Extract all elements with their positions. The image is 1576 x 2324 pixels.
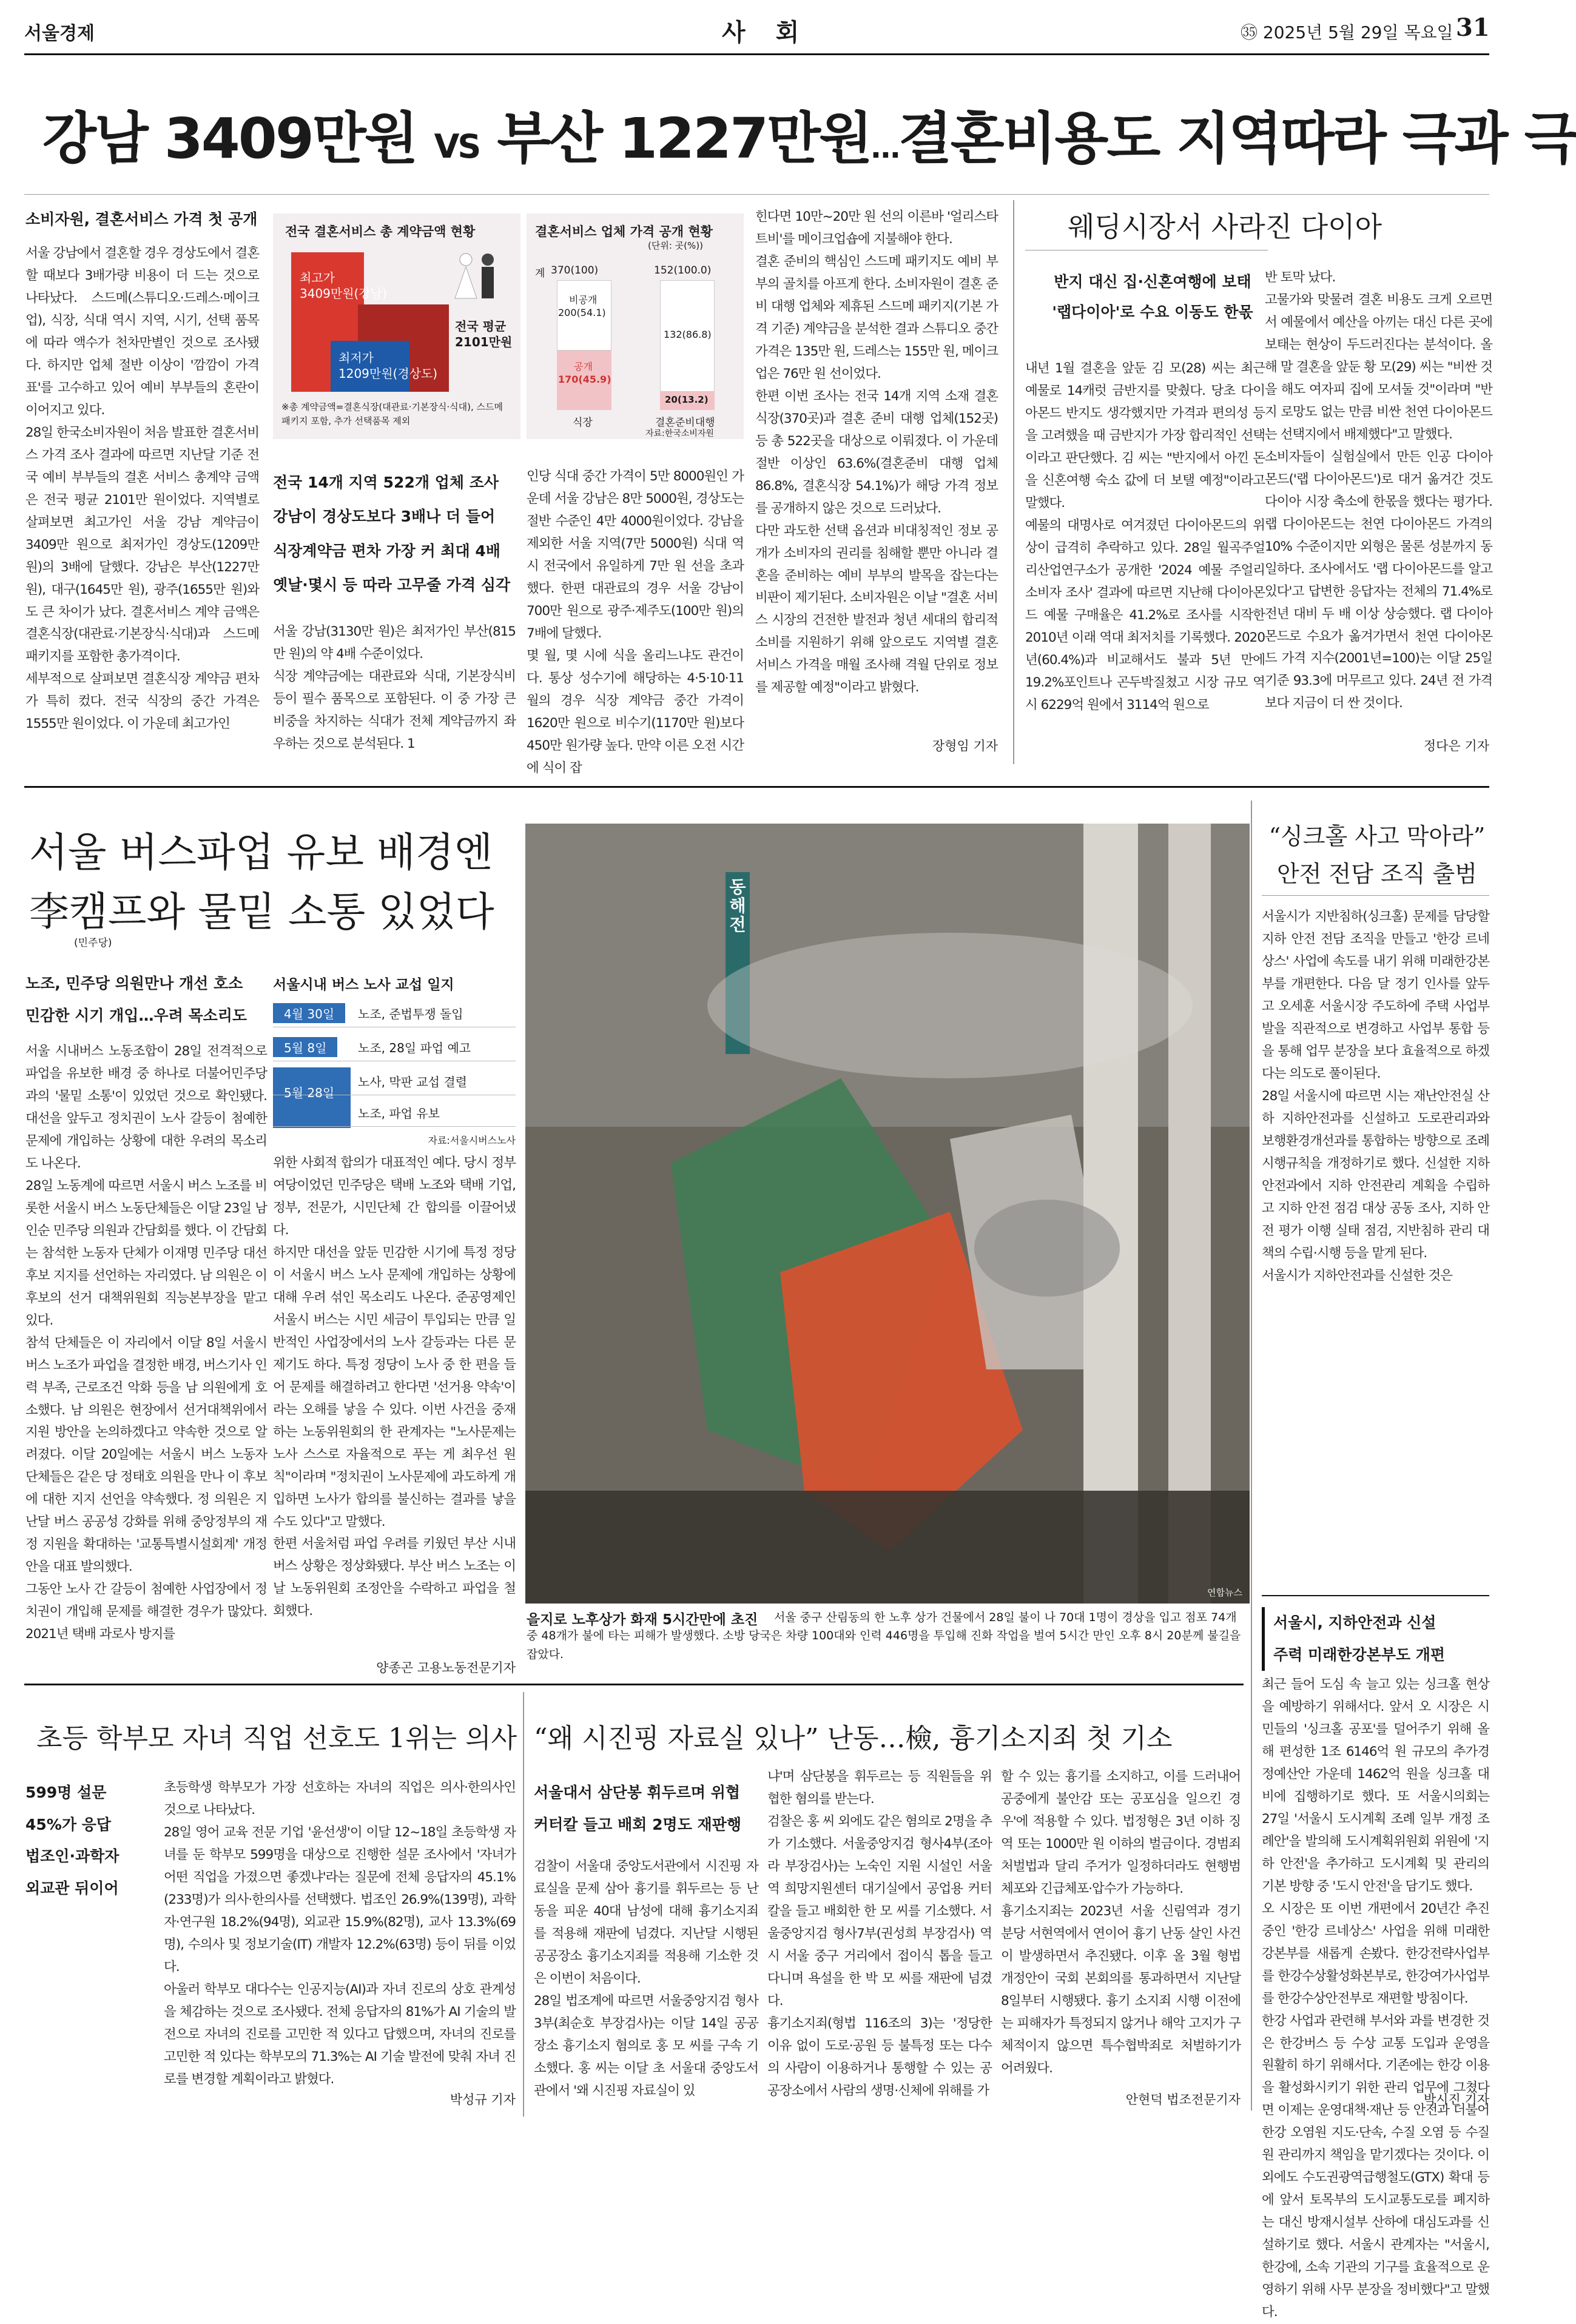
masthead: 서울경제 [24, 23, 95, 44]
page-number: 31 [1456, 13, 1490, 42]
sinkhole-headline-1: “싱크홀 사고 막아라” [1268, 823, 1486, 850]
divider-h1 [24, 786, 1489, 788]
lead-sub-4: 옛날·몇시 등 따라 고무줄 가격 심각 [273, 576, 511, 594]
sinkhole-col2-text: 최근 들어 도심 속 늘고 있는 싱크홀 현상을 예방하기 위해서다. 앞서 오 시장은 시민들의 '싱크홀 공포'를 덜어주기 위해 올해 편성한 1조 6146억 원 규모의 추가경정예산안 가운데 1462억 원을 싱크홀 대비에 집행하기로 했다. 또 서울시의회는 27일 '서울시 도시계획 조례 일부 개정 조례안'을 발의해 도시계획위원회 위원에 '지하 안전'을 추가하고 도시계획 및 관리의 기본 방향 중 '도시 안전'을 담기도 했다. 오 시장은 또 이번 개편에서 20년간 추진 중인 '한강 르네상스' 사업을 위해 미래한강본부를 새롭게 손봤다. 한강전략사업부를 한강수상활성화본부로, 한강여가사업부를 한강수상안전부로 재편할 방침이다. 한강 사업과 관련해 부서와 과를 변경한 것은 한강버스 등 수상 교통 도입과 운영을 원활히 하기 위해서다. 기존에는 한강 이용을 활성화시키기 위한 관리 업무에 그쳤다면 이제는 운영대책·재난 등 안전과 더불어 한강 오염원 지도·단속, 수질 오염 등 수질원 관리까지 책임을 맡기겠다는 것이다. 이 외에도 수도권광역급행철도(GTX) 확대 등에 앞서 토목부의 도시교통도로를 폐지하는 대신 방재시설부 산하에 대심도과를 신설하기로 했다. 서울시 관계자는 "서울시, 한강에, 소속 기관의 기구를 효율적으로 운영하기 위해 사무 분장을 정비했다"고 말했다. [1262, 1677, 1489, 2320]
lead-sub-2: 강남이 경상도보다 3배나 더 들어 [273, 508, 496, 526]
timeline-row [273, 1099, 516, 1127]
timeline-text: 노사, 막판 교섭 결렬 [358, 1075, 467, 1089]
chart2-left-cat: 식장 [573, 417, 593, 429]
kids-col-text: 초등학생 학부모가 가장 선호하는 자녀의 직업은 의사·한의사인 것으로 나타났다. 28일 영어 교육 전문 기업 '윤선생'이 이달 12~18일 초등학생 자녀를 둔 학부모 599명을 대상으로 진행한 설문 조사에서 '자녀가 어떤 직업을 가졌으면 좋겠냐'라는 질문에 전체 응답자의 45.1%(233명)가 의사·한의사를 선택했다. 법조인 26.9%(139명), 과학자·연구원 18.2%(94명), 외교관 15.9%(82명), 교사 13.3%(69명), 수의사 및 정보기술(IT) 개발자 12.2%(63명) 등이 뒤를 이었다. 아울러 학부모 대다수는 인공지능(AI)과 자녀 진로의 상호 관계성을 체감하는 것으로 조사됐다. 전체 응답자의 81%가 AI 기술의 발전으로 자녀의 진로를 고민한 적 있다고 답했으며, 자녀의 진로를 고민한 적 있다는 학부모의 71.3%는 AI 기술 발전에 맞춰 자녀 진로를 변경할 계획이라고 밝혔다. [164, 1780, 516, 2087]
timeline-date: 5월 28일 [284, 1086, 335, 1100]
chart2-public-label: 공개 [574, 361, 593, 372]
photo-caption-title: 을지로 노후상가 화재 5시간만에 초진 [527, 1612, 758, 1628]
bus-timeline [273, 973, 516, 1149]
chart1-avg-label: 전국 평균 [455, 319, 507, 334]
lead-headline [42, 94, 1576, 174]
timeline-text: 노조, 파업 유보 [358, 1106, 440, 1121]
bus-tag: (민주당) [74, 937, 112, 949]
chart2-right-nonpublic: 132(86.8) [664, 329, 712, 340]
timeline-text: 노조, 28일 파업 예고 [358, 1041, 471, 1055]
xi-col2-text: 냐'며 삼단봉을 휘두르는 등 직원들을 위협한 혐의를 받는다. 검찰은 홍 씨 외에도 같은 혐의로 2명을 추가 기소했다. 서울중앙지검 형사4부(조아라 부장검사)는 노숙인 지원 시설인 서울역 희망지원센터 대기실에서 공업용 커터칼을 들고 배회한 한 모 씨를 기소했다. 서울중앙지검 형사7부(권성희 부장검사) 역시 서울 중구 거리에서 접이식 톱을 들고 다니며 욕설을 한 박 모 씨를 재판에 넘겼다. 흉기소지죄(형법 116조의 3)는 '정당한 이유 없이 도로·공원 등 불특정 또는 다수의 사람이 이용하거나 통행할 수 있는 공공장소에서 사람의 생명·신체에 위해를 가 [767, 1769, 992, 2098]
chart-price-disclosure [527, 213, 744, 439]
store-sign: 동해전 [729, 877, 746, 935]
chart1-max-label: 최고가 [300, 270, 335, 285]
fire-photo [525, 824, 1250, 1604]
bus-subheads [25, 968, 268, 1032]
sinkhole-sub-1: 서울시, 지하안전과 신설 [1273, 1614, 1436, 1631]
chart2-left-nonpublic: 200(54.1) [558, 307, 606, 318]
timeline-text: 노조, 준법투쟁 돌입 [358, 1007, 463, 1021]
timeline-source: 자료:서울시버스노사 [428, 1135, 516, 1146]
chart2-left-public: 170(45.9) [558, 374, 611, 385]
divider-v3 [523, 1692, 524, 2117]
timeline-date: 5월 8일 [273, 1037, 337, 1057]
chart2-total-label: 계 [535, 267, 545, 280]
bus-headline-2: 李캠프와 물밑 소통 있었다 [29, 888, 494, 935]
xi-subheads [534, 1777, 764, 1841]
wedding-couple-icon [449, 250, 503, 304]
xi-sub-2: 커터칼 들고 배회 2명도 재판행 [534, 1815, 742, 1833]
diamond-col2-text: 반 토막 났다. 고물가와 맞물려 결혼 비용도 크게 오르면서 예물에서 예산을 아끼는 대신 다른 곳에 보태는 현상이 두드러진다는 분석이다. 올해 말 결혼을 앞둔 황 모(29) 씨는 "비싼 것을 해도 여자피 집에 모셔둘 것"이라며 "반지 로망도 없는 만큼 비싼 천연 다이아몬드는 선택지에서 배제했다"고 말했다. 소비자들이 실험실에서 만든 인공 다이아몬드('랩 다이아몬드')로 대거 옮겨간 것도 다이아 시장 축소에 한몫을 했다는 평가다. 랩 다이아몬드는 천연 다이아몬드 가격의 10% 수준이지만 외형은 물론 성분까지 동일하다. 조사에서도 '랩 다이아몬드를 알고 있다'고 답변한 응답자는 전체의 71.4%로 전년 대비 두 배 이상 상승했다. 랩 다이아몬드로 수요가 옮겨가면서 천연 다이아몬드 가격 지수(2001년=100)는 이달 25일 기준 93.3에 머무르고 있다. 24년 전 가격보다 지금이 더 싼 것이다. [1265, 270, 1492, 711]
lead-byline: 장형임 기자 [932, 739, 998, 753]
kids-headline: 초등 학부모 자녀 직업 선호도 1위는 의사 [36, 1723, 517, 1754]
lead-sub-1: 전국 14개 지역 522개 업체 조사 [273, 474, 499, 491]
chart2-title: 결혼서비스 업체 가격 공개 현황 [535, 224, 713, 239]
headline-vs: VS [434, 127, 480, 166]
headline-part-b: 부산 1227만원 [497, 106, 871, 171]
divider-v1 [1013, 200, 1014, 764]
kids-byline: 박성규 기자 [450, 2092, 516, 2107]
chart2-right-total: 152(100.0) [654, 264, 712, 277]
header-rule [24, 53, 1489, 55]
divider-h2 [24, 1684, 1244, 1685]
chart1-min-label: 최저가 [338, 351, 374, 365]
lead-col3-text: 인당 식대 중간 가격이 5만 8000원인 가운데 서울 강남은 8만 5000원, 경상도는 절반 수준인 4만 4000원이었다. 강남을 제외한 서울 지역(7만 5000원) 식대 역시 전국에서 유일하게 7만 원 선을 초과했다. 한편 대관료의 경우 서울 강남이 700만 원으로 광주·제주도(100만 원)의 7배에 달했다. 몇 월, 몇 시에 식을 올리느냐도 관건이다. 통상 성수기에 해당하는 4·5·10·11월의 경우 식장 계약금 중간 가격이 1620만 원으로 비수기(1170만 원)보다 450만 원가량 높다. 만약 이른 오전 시간에 식이 잡 [527, 469, 744, 776]
chart1-avg-value: 2101만원 [455, 335, 513, 349]
chart-total-contract [273, 213, 520, 439]
fire-scene-illustration [525, 824, 1250, 1604]
lead-col4-text: 힌다면 10만~20만 원 선의 이른바 '얼리스타트비'를 메이크업숍에 지불해야 한다. 결혼 준비의 핵심인 스드메 패키지도 예비 부부의 골치를 아프게 한다. 소비자원이 결혼 준비 대행 업체와 제휴된 스드메 패키지(기본 가격 기준) 계약금을 분석한 결과 스튜디오 중간 가격은 135만 원, 드레스는 155만 원, 메이크업은 76만 원 선이었다. 한편 이번 조사는 전국 14개 지역 소재 결혼식장(370곳)과 결혼 준비 대행 업체(152곳) 등 총 522곳을 대상으로 이뤄졌다. 이 가운데 절반 이상인 63.6%(결혼준비 대행 업체 86.8%, 결혼식장 54.1%)가 해당 가격 정보를 공개하지 않은 것으로 드러났다. 다만 과도한 선택 옵션과 비대칭적인 정보 공개가 소비자의 권리를 침해할 뿐만 아니라 결혼을 준비하는 예비 부부의 발목을 잡는다는 비판이 제기된다. 소비자원은 이날 "결혼 서비스 시장의 건전한 발전과 청년 세대의 합리적 소비를 지원하기 위해 앞으로도 지역별 결혼 서비스 가격을 매월 조사해 격월 단위로 정보를 제공할 예정"이라고 밝혔다. [755, 209, 998, 696]
sinkhole-col1-text: 서울시가 지반침하(싱크홀) 문제를 담당할 지하 안전 전담 조직을 만들고 '한강 르네상스' 사업에 속도를 내기 위해 미래한강본부를 개편한다. 다음 달 정기 인사를 앞두고 오세훈 서울시장 주도하에 주택 사업부발을 직관적으로 변경하고 사업부 통합 등을 통해 업무 분장을 보다 효율적으로 하겠다는 의도로 풀이된다. 28일 서울시에 따르면 시는 재난안전실 산하 지하안전과를 신설하고 도로관리과와 보행환경개선과를 통합하는 방향으로 조례 시행규칙을 개정하기로 했다. 신설한 지하안전과에서 지하 안전관리 계획을 수립하고 지하 안전 점검 대상 공동 조사, 지하 안전 평가 이행 실태 점검, 지반침하 관리 대책의 수립·시행 등을 맡게 된다. 서울시가 지하안전과를 신설한 것은 [1262, 909, 1489, 1283]
divider-v2 [1251, 801, 1252, 2111]
diamond-subheads [1031, 267, 1274, 327]
sinkhole-rule [1262, 895, 1489, 896]
chart2-right-cat: 결혼준비대행 [655, 417, 715, 429]
chart2-left-total: 370(100) [551, 264, 599, 277]
kids-sub: 599명 설문 [25, 1784, 107, 1801]
timeline-row [273, 1067, 516, 1100]
timeline-row [273, 1033, 516, 1061]
diamond-headline: 웨딩시장서 사라진 다이아 [1068, 210, 1382, 243]
xi-sub-1: 서울대서 삼단봉 휘두르며 위협 [534, 1784, 741, 1801]
chart2-nonpublic-label: 비공개 [569, 294, 598, 306]
diamond-sub-1: 반지 대신 집·신혼여행에 보태 [1054, 273, 1251, 290]
timeline-row [273, 999, 516, 1027]
lead-kicker: 소비자원, 결혼서비스 가격 첫 공개 [25, 210, 258, 228]
sinkhole-byline: 박시진 기자 [1423, 2092, 1489, 2107]
headline-part-a: 강남 3409만원 [42, 106, 417, 171]
bus-sub-2: 민감한 시기 개입…우려 목소리도 [25, 1006, 248, 1024]
chart1-title: 전국 결혼서비스 총 계약금액 현황 [285, 224, 476, 239]
sinkhole-sub-rule [1262, 1595, 1489, 1596]
lead-col1-text: 서울 강남에서 결혼할 경우 경상도에서 결혼할 때보다 3배가량 비용이 더 드는 것으로 나타났다. 스드메(스튜디오·드레스·메이크업), 식장, 식대 역시 지역, 시기, 선택 품목에 따라 액수가 천차만별인 것으로 조사됐다. 하지만 업체 절반 이상이 '깜깜이 가격표'를 고수하고 있어 예비 부부들의 혼란이 이어지고 있다. 28일 한국소비자원이 처음 발표한 결혼서비스 가격 조사 결과에 따르면 지난달 기준 전국 예비 부부들의 결혼 서비스 총계약 금액은 전국 평균 2101만 원이었다. 지역별로 살펴보면 최고가인 서울 강남 계약금이 3409만 원으로 최저가인 경상도(1209만 원)의 3배에 달했다. 강남은 부산(1227만 원), 대구(1645만 원), 광주(1655만 원)와도 큰 차이가 났다. 결혼서비스 계약 금액은 결혼식장(대관료·기본장식·식대)과 스드메 패키지를 포함한 총가격이다. 세부적으로 살펴보면 결혼식장 계약금 편차가 특히 컸다. 전국 식장의 중간 가격은 1555만 원이었다. 이 가운데 최고가인 [25, 246, 260, 732]
issue-date: ㉟ 2025년 5월 29일 목요일 [1241, 22, 1453, 42]
xi-col1-text: 검찰이 서울대 중앙도서관에서 시진핑 자료실을 문제 삼아 흉기를 휘두르는 등 난동을 피운 40대 남성에 대해 흉기소지죄를 적용해 재판에 넘겼다. 지난달 시행된 공공장소 흉기소지죄를 적용해 기소한 것은 이번이 처음이다. 28일 법조계에 따르면 서울중앙지검 형사3부(최순호 부장검사)는 이달 14일 공공장소 흉기소지 혐의로 홍 모 씨를 구속 기소했다. 홍 씨는 이달 초 서울대 중앙도서관에서 '왜 시진핑 자료실이 있 [534, 1859, 758, 2098]
bus-byline: 양종곤 고용노동전문기자 [376, 1661, 516, 1675]
kids-sub: 외교관 뒤이어 [25, 1879, 119, 1897]
headline-rule [24, 194, 1489, 195]
chart2-source: 자료:한국소비자원 [645, 429, 714, 438]
chart2-right-public: 20(13.2) [665, 394, 709, 405]
kids-sub: 법조인·과학자 [25, 1847, 120, 1865]
bus-sub-1: 노조, 민주당 의원만나 개선 호소 [25, 975, 243, 992]
bus-headline-1: 서울 버스파업 유보 배경엔 [29, 829, 493, 876]
xi-headline: “왜 시진핑 자료실 있나” 난동…檢, 흉기소지죄 첫 기소 [534, 1723, 1173, 1754]
kids-sub: 45%가 응답 [25, 1815, 111, 1833]
chart1-min-value: 1209만원(경상도) [338, 366, 438, 381]
xi-col3-text: 할 수 있는 흉기를 소지하고, 이를 드러내어 공중에게 불안감 또는 공포심을 일으킨 경우'에 적용할 수 있다. 법정형은 3년 이하 징역 또는 1000만 원 이하의 벌금이다. 경범죄처벌법과 달리 주거가 일정하더라도 현행범 체포와 긴급체포·압수가 가능하다. 흉기소지죄는 2023년 서울 신림역과 경기 분당 서현역에서 연이어 흉기 난동 살인 사건이 발생하면서 추진됐다. 이후 올 3월 형법 개정안이 국회 본회의를 통과하면서 지난달 8일부터 시행됐다. 흉기 소지죄 시행 이전에는 피해자가 특정되지 않거나 해악 고지가 구체적이지 않으면 특수협박죄로 처벌하기가 어려웠다. [1001, 1769, 1241, 2076]
lead-col2-text: 서울 강남(3130만 원)은 최저가인 부산(815만 원)의 약 4배 수준이었다. 식장 계약금에는 대관료와 식대, 기본장식비 등이 필수 품목으로 포함된다. 이 중 가장 큰 비중을 차지하는 식대가 전체 계약금까지 좌우하는 것으로 분석된다. 1 [273, 624, 516, 751]
diamond-byline: 정다은 기자 [1423, 739, 1489, 753]
sinkhole-subheads [1262, 1607, 1489, 1671]
timeline-date: 4월 30일 [273, 1003, 345, 1023]
kids-subheads [25, 1777, 147, 1904]
section-title: 사 회 [722, 19, 810, 47]
chart1-note: ※총 계약금액=결혼식장(대관료·기본장식·식대), 스드메 패키지 포함, 추가 선택품목 제외 [281, 401, 503, 426]
photo-caption: 서울 중구 산림동의 한 노후 상가 건물에서 28일 불이 나 70대 1명이 경상을 입고 점포 74개 중 48개가 불에 타는 피해가 발생했다. 소방 당국은 차량 100대와 인력 446명을 투입해 진화 작업을 벌여 5시간 만인 오후 8시 20분께 불길을 잡았다. [527, 1611, 1241, 1661]
diamond-col1-text: 내년 1월 결혼을 앞둔 김 모(28) 씨는 최근 예물로 14캐럿 금반지를 맞췄다. 당초 다이아몬드 반지도 생각했지만 가격과 편의성 등을 고려했을 때 금반지가 가장 합리적인 선택이라고 판단했다. 김 씨는 "반지에서 아낀 돈을 신혼여행 숙소 값에 더 보탤 예정"이라고 말했다. 예물의 대명사로 여겨졌던 다이아몬드의 위상이 급격히 추락하고 있다. 28일 월곡주얼리산업연구소가 공개한 '2024 예물 주얼리 소비자 조사' 결과에 따르면 지난해 다이아몬드 예물 구매율은 41.2%로 조사를 시작한 2010년 이래 역대 최저치를 기록했다. 2020년(60.4%)과 비교해서도 불과 5년 만에 19.2%포인트나 곤두박질쳤고 시장 규모 역시 6229억 원에서 3114억 원으로 [1025, 361, 1265, 713]
chart2-unit: (단위: 곳(%)) [648, 240, 703, 251]
sinkhole-sub-2: 주력 미래한강본부도 개편 [1273, 1645, 1446, 1664]
diamond-sub-2: '랩다이아'로 수요 이동도 한몫 [1052, 303, 1253, 321]
xi-byline: 안현덕 법조전문기자 [1125, 2092, 1241, 2107]
lead-subheads [273, 466, 525, 602]
chart1-max-value: 3409만원(강남) [300, 286, 387, 301]
photo-credit: 연합뉴스 [1207, 1587, 1242, 1598]
timeline-title: 서울시내 버스 노사 교섭 일지 [273, 977, 454, 993]
bus-col1-text: 서울 시내버스 노동조합이 28일 전격적으로 파업을 유보한 배경 중 하나로 더불어민주당과의 '물밑 소통'이 있었던 것으로 확인됐다. 대선을 앞두고 정치권이 노사 갈등이 첨예한 문제에 개입하는 상황에 대한 우려의 목소리도 나온다. 28일 노동계에 따르면 서울시 버스 노조를 비롯한 서울시 버스 노동단체들은 이달 23일 남인순 민주당 의원과 간담회를 했다. 이 간담회는 참석한 노동자 단체가 이재명 민주당 대선 후보 지지를 선언하는 자리였다. 남 의원은 이 후보의 선거 대책위원회 직능본부장을 맡고 있다. 참석 단체들은 이 자리에서 이달 8일 서울시 버스 노조가 파업을 결정한 배경, 버스기사 인력 부족, 근로조건 악화 등을 남 의원에게 호소했다. 남 의원은 현장에서 선거대책위에서 지원 방안을 논의하겠다고 약속한 것으로 알려졌다. 이달 20일에는 서울시 버스 노동자 단체들은 같은 당 정태호 의원을 만나 이 후보에 대한 지지 선언을 약속했다. 정 의원은 지난달 버스 공공성 강화를 위해 중앙정부의 재정 지원을 확대하는 '교통특별시설회계' 개정안을 대표 발의했다. 그동안 노사 간 갈등이 첨예한 사업장에서 정치권이 개입해 문제를 해결한 경우가 많았다. 2021년 택배 과로사 방지를 [25, 1044, 267, 1642]
bus-col2-text: 위한 사회적 합의가 대표적인 예다. 당시 정부 여당이었던 민주당은 택배 노조와 택배 기업, 정부, 전문가, 시민단체 간 합의를 이끌어냈다. 하지만 대선을 앞둔 민감한 시기에 특정 정당이 서울시 버스 노사 문제에 개입하는 상황에 대해 우려 섞인 목소리도 나온다. 준공영제인 서울시 버스는 시민 세금이 투입되는 만큼 일반적인 사업장에서의 노사 갈등과는 다른 문제기도 하다. 특정 정당이 노사 중 한 편을 들어 문제를 해결하려고 한다면 '선거용 약속'이라는 오해를 낳을 수 있다. 이번 사건을 중재하는 노동위원회의 한 관계자는 "노사문제는 노사 스스로 자율적으로 푸는 게 최우선 원칙"이라며 "정치권이 노사문제에 과도하게 개입하면 노사가 합의를 불신하는 결과를 낳을 수도 있다"고 말했다. 한편 서울처럼 파업 우려를 키웠던 부산 시내버스 상황은 정상화됐다. 부산 버스 노조는 이날 노동위원회 조정안을 수락하고 파업을 철회했다. [273, 1155, 516, 1619]
lead-sub-3: 식장계약금 편차 가장 커 최대 4배 [273, 542, 500, 560]
sinkhole-headline-2: 안전 전담 조직 출범 [1277, 861, 1477, 887]
headline-part-c: 결혼비용도 지역따라 극과 극 [898, 106, 1576, 171]
headline-dots: … [871, 131, 898, 165]
